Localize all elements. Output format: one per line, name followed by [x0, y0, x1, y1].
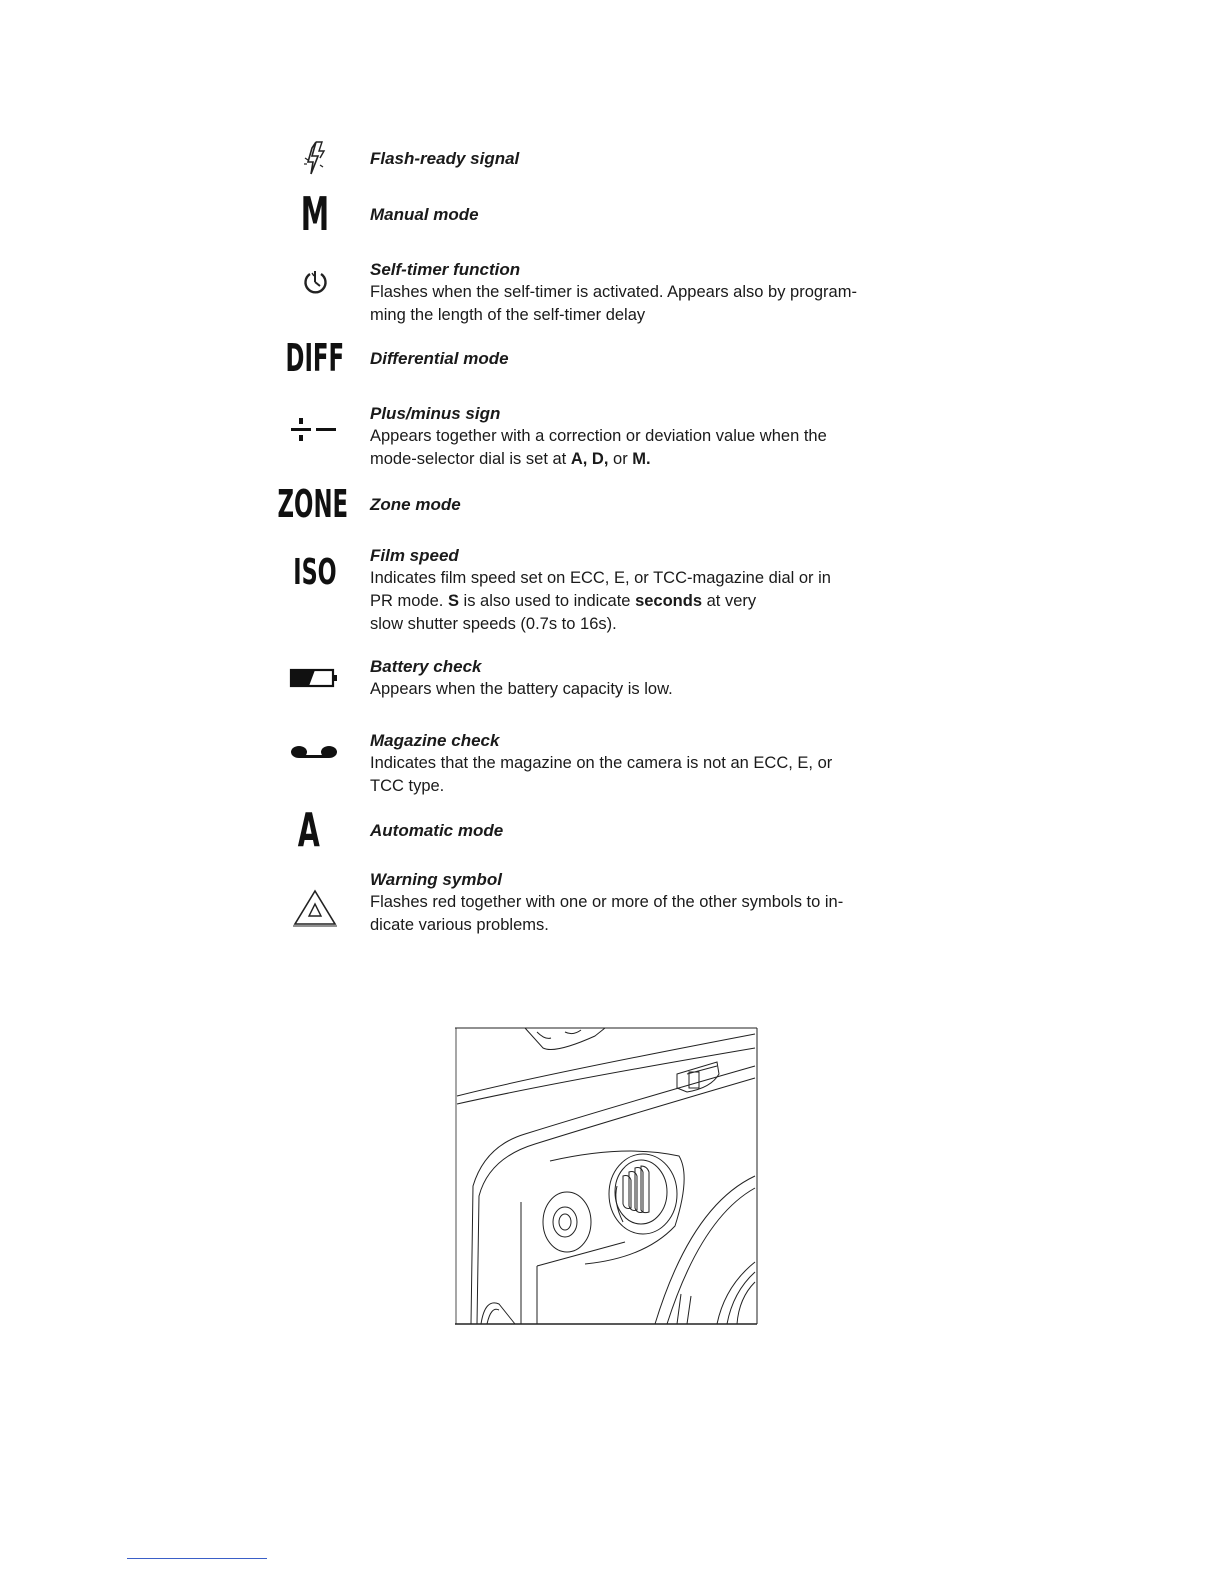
entry-description: Flashes when the self-timer is activated. Appears also by program- — [370, 283, 857, 301]
warning-icon — [270, 878, 360, 938]
entry-description: Appears when the battery capacity is low. — [370, 680, 673, 698]
entry-term: Zone mode — [370, 495, 461, 514]
symbol-label: ZONE — [277, 482, 349, 526]
desc-bold: A, D, — [570, 450, 609, 468]
entry-description: slow shutter speeds (0.7s to 16s). — [370, 615, 617, 633]
desc-text: mode-selector dial is set at — [370, 450, 571, 468]
desc-text: or — [608, 450, 633, 468]
battery-icon — [270, 648, 360, 708]
entry-term: Film speed — [370, 546, 459, 565]
entry-description: dicate various problems. — [370, 916, 549, 934]
desc-text: PR mode. — [370, 592, 448, 610]
desc-text: is also used to indicate — [458, 592, 636, 610]
entry-description: TCC type. — [370, 777, 445, 795]
desc-bold: S — [447, 592, 459, 610]
entry-term: Automatic mode — [370, 821, 504, 840]
entry-term: Differential mode — [370, 349, 509, 368]
camera-side-illustration — [455, 1026, 759, 1326]
footer-rule — [127, 1558, 267, 1559]
entry-term: Self-timer function — [370, 260, 521, 279]
entry-term: Warning symbol — [370, 870, 502, 889]
entry-term: Plus/minus sign — [370, 404, 501, 423]
symbol-label: ISO — [293, 551, 337, 593]
entry-description — [370, 448, 950, 471]
symbol-label: M — [300, 187, 330, 241]
magazine-icon — [270, 720, 360, 780]
symbol-label: DIFF — [285, 336, 345, 380]
plus-minus-icon — [270, 400, 360, 460]
desc-bold: seconds — [635, 592, 703, 610]
symbol-label: A — [297, 803, 321, 857]
entry-description — [370, 590, 950, 613]
iso-icon — [270, 542, 360, 602]
desc-bold: M. — [632, 450, 651, 468]
entry-description: Indicates film speed set on ECC, E, or TCC-magazine dial or in — [370, 569, 831, 587]
manual-mode-icon — [270, 184, 360, 244]
entry-term: Magazine check — [370, 731, 500, 750]
flash-ready-icon — [270, 128, 360, 188]
automatic-mode-icon — [264, 800, 354, 860]
entry-description: Appears together with a correction or deviation value when the — [370, 427, 827, 445]
entry-description: ming the length of the self-timer delay — [370, 306, 646, 324]
differential-mode-icon — [270, 328, 360, 388]
entry-term: Flash-ready signal — [370, 149, 520, 168]
entry-description: Indicates that the magazine on the camera is not an ECC, E, or — [370, 754, 833, 772]
entry-term: Battery check — [370, 657, 482, 676]
entry-description: Flashes red together with one or more of the other symbols to in- — [370, 893, 844, 911]
entry-term: Manual mode — [370, 205, 479, 224]
desc-text: at very — [702, 592, 757, 610]
zone-mode-icon — [268, 474, 358, 534]
self-timer-icon — [270, 252, 360, 312]
